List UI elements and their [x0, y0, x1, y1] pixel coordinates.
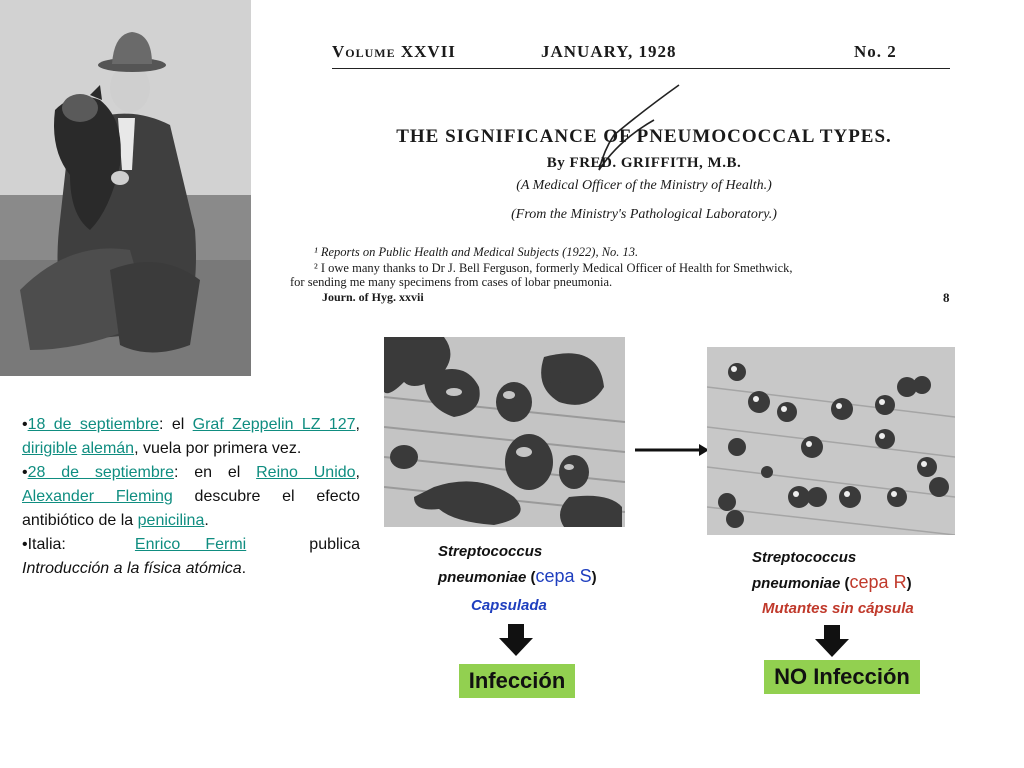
events-list	[22, 413, 360, 581]
smooth-colonies-image	[384, 337, 625, 527]
micrograph-strain-r	[707, 347, 955, 535]
paren-close: )	[591, 569, 597, 586]
link-dirigible[interactable]: dirigible	[22, 440, 78, 457]
event-text: ,	[355, 464, 360, 481]
link-alexander-fleming[interactable]: Alexander Fleming	[22, 488, 173, 505]
link-reino-unido[interactable]: Reino Unido	[256, 464, 356, 481]
micrograph-strain-s	[384, 337, 625, 527]
strain-r-subtitle: Mutantes sin cápsula	[762, 600, 914, 617]
photo-illustration	[0, 0, 251, 376]
species-name: pneumoniae	[438, 569, 527, 586]
strain-s-subtitle: Capsulada	[471, 597, 547, 614]
bullet-mark: •	[22, 416, 28, 433]
journal-date: JANUARY, 1928	[541, 42, 677, 61]
strain-r-name: cepa R	[849, 572, 907, 592]
link-enrico-fermi[interactable]: Enrico Fermi	[134, 536, 247, 553]
arrow-right-icon	[633, 440, 711, 460]
strain-s-name: cepa S	[535, 566, 592, 586]
link-graf-zeppelin[interactable]: Graf Zeppelin LZ 127	[192, 416, 356, 433]
bullet-mark: •	[22, 536, 28, 553]
bullet-mark: •	[22, 464, 28, 481]
book-title: Introducción a la física atómica	[22, 560, 242, 577]
rough-colonies-image	[707, 347, 955, 535]
paren-open: (	[530, 569, 536, 586]
footnote-2b: for sending me many specimens from cases of lobar pneumonia.	[290, 275, 613, 289]
event-text: : en el	[173, 464, 257, 481]
journal-volume: Volume XXVII	[332, 42, 456, 61]
event-text: , vuela por primera vez.	[134, 440, 302, 457]
species-name: Streptococcus	[438, 543, 543, 560]
event-item-2	[22, 461, 360, 533]
journal-excerpt	[288, 30, 1000, 310]
strain-s-label	[438, 540, 638, 590]
paren-close: )	[906, 575, 912, 592]
article-title: THE SIGNIFICANCE OF PNEUMOCOCCAL TYPES.	[396, 126, 892, 147]
link-penicilina[interactable]: penicilina	[137, 512, 205, 529]
event-text: ,	[355, 416, 360, 433]
header-rule	[332, 68, 950, 69]
author-affiliation: (A Medical Officer of the Ministry of Health.)	[516, 178, 772, 193]
footnote-2a: ² I owe many thanks to Dr J. Bell Ferguson, formerly Medical Officer of Health for Smethwick,	[314, 261, 793, 275]
link-18-septiembre[interactable]: 18 de septiembre	[27, 416, 160, 433]
author-lab: (From the Ministry's Pathological Laboratory.)	[511, 207, 777, 222]
species-name: Streptococcus	[752, 549, 857, 566]
paren-open: (	[844, 575, 850, 592]
event-text: descubre el efecto antibiótico de la	[22, 488, 360, 529]
griffith-photo	[0, 0, 251, 376]
event-text: .	[204, 512, 209, 529]
page-number: 8	[943, 290, 950, 305]
arrow-down-icon	[815, 625, 849, 657]
result-infection: Infección	[459, 664, 575, 698]
result-no-infection: NO Infección	[764, 660, 920, 694]
strain-r-label	[752, 546, 962, 596]
article-author: By FRED. GRIFFITH, M.B.	[546, 155, 742, 171]
event-text: Italia:	[27, 536, 91, 553]
event-text: : el	[159, 416, 193, 433]
event-text: publica	[284, 536, 361, 553]
footnote-1: ¹ Reports on Public Health and Medical Subjects (1922), No. 13.	[314, 245, 639, 259]
link-28-septiembre[interactable]: 28 de septiembre	[27, 464, 174, 481]
link-aleman[interactable]: alemán	[81, 440, 135, 457]
arrow-down-icon	[499, 624, 533, 656]
journal-number: No. 2	[854, 42, 897, 61]
species-name: pneumoniae	[752, 575, 841, 592]
journal-reference: Journ. of Hyg. xxvii	[322, 290, 424, 304]
event-item-1	[22, 413, 360, 461]
event-text: .	[241, 560, 247, 577]
event-item-3	[22, 533, 360, 581]
